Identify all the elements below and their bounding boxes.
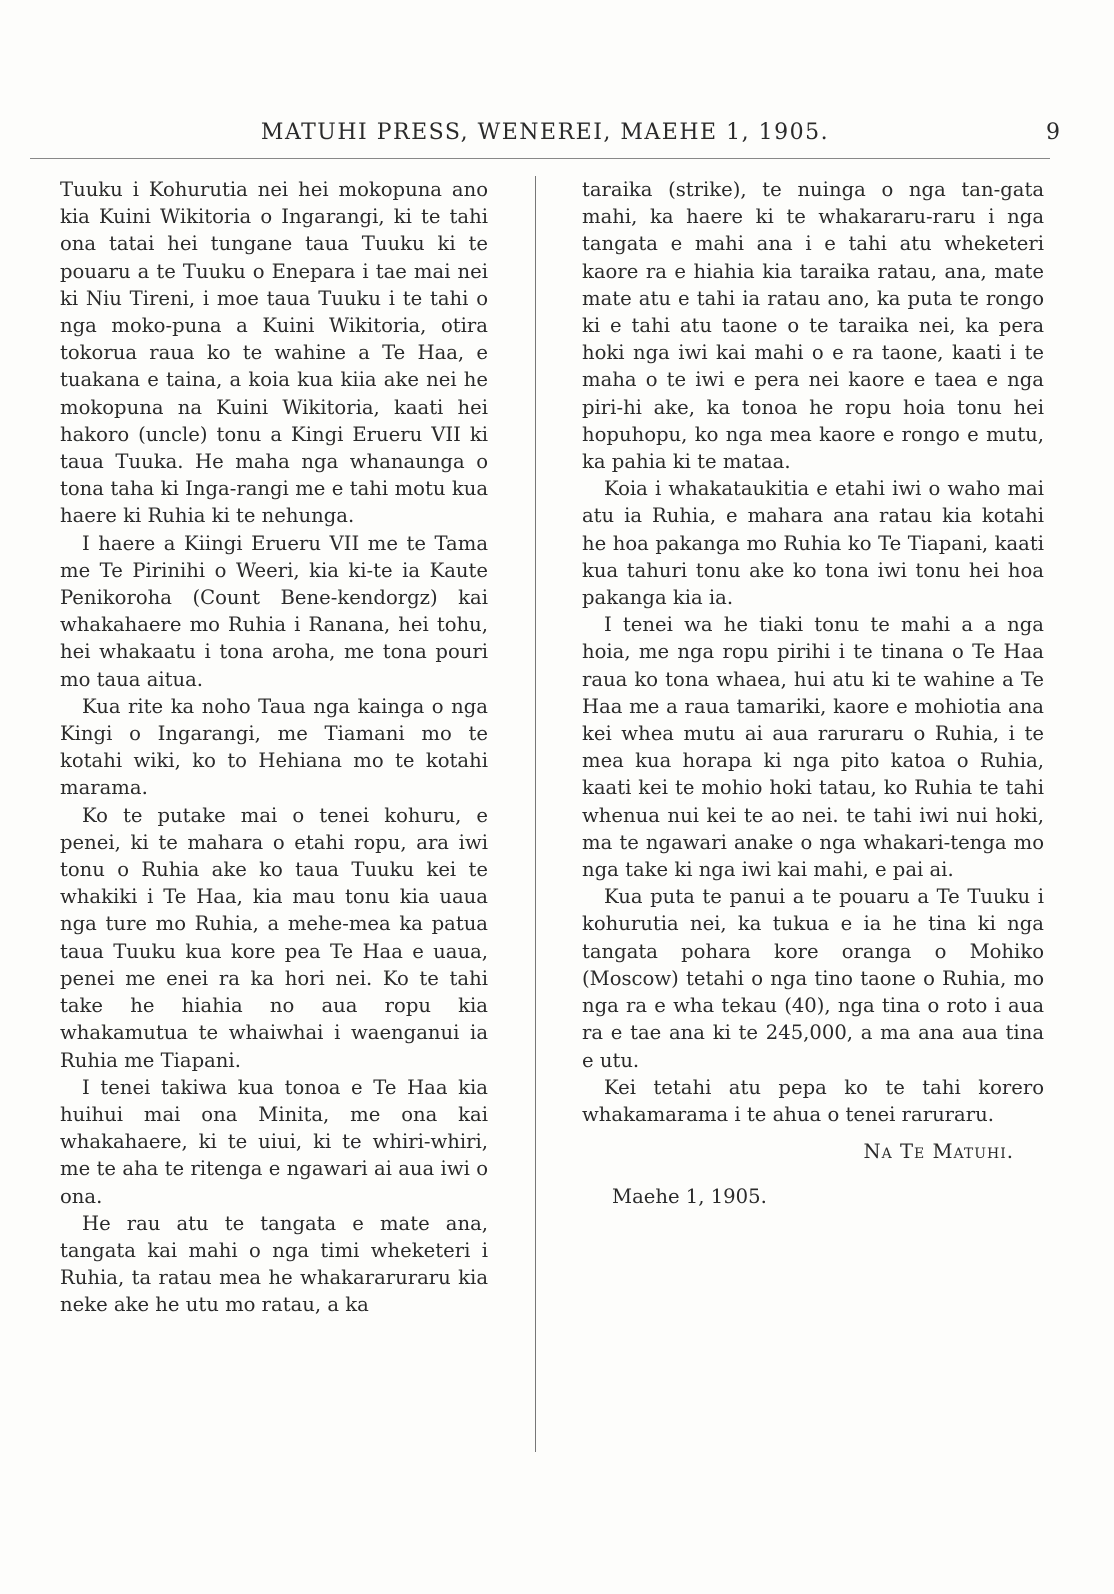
header-divider xyxy=(30,158,1050,159)
page-number: 9 xyxy=(1046,120,1060,145)
newspaper-header-title: MATUHI PRESS, WENEREI, MAEHE 1, 1905. xyxy=(260,120,830,145)
paragraph: I haere a Kiingi Erueru VII me te Tama me Te Pirinihi o Weeri, kia ki-te ia Kaute Penikoroha (Count Bene-kendorgz) kai whakahaere mo Ruhia i Ranana, hei tohu, hei whakaatu i tona aroha, me tona pouri mo taua aitua. xyxy=(60,531,488,691)
paragraph: Ko te putake mai o tenei kohuru, e penei, ki te mahara o etahi ropu, ara iwi tonu o Ruhia ake ko taua Tuuku kei te whakiki i Te Haa, kia mau tonu kia uaua nga ture mo Ruhia, a mehe-mea ka patua taua Tuuku kua kore pea Te Haa e uaua, penei me enei ra ka hori nei. Ko te tahi take he hiahia no aua ropu kia whakamutua te whaiwhai i waenganui ia Ruhia me Tiapani. xyxy=(60,803,488,1072)
paragraph: Koia i whakataukitia e etahi iwi o waho mai atu ia Ruhia, e mahara ana ratau kia kotahi he hoa pakanga mo Ruhia ko Te Tiapani, kaati kua tahuri tonu ake ko tona iwi tonu hei hoa pakanga kia ia. xyxy=(582,477,1044,610)
page-header xyxy=(30,116,1060,156)
column-divider xyxy=(535,176,536,1452)
paragraph: Tuuku i Kohurutia nei hei mokopuna ano kia Kuini Wikitoria o Ingarangi, ki te tahi ona tatai hei tungane taua Tuuku ki te pouaru a te Tuuku o Enepara i tae mai nei ki Niu Tireni, i moe taua Tuuku i te tahi o nga moko-puna a Kuini Wikitoria, otira tokorua raua ko te wahine a Te Haa, e tuakana e taina, a koia kua kiia ake nei he mokopuna na Kuini Wikitoria, kaati hei hakoro (uncle) tonu a Kingi Erueru VII ki taua Tuuka. He maha nga whanaunga o tona taha ki Inga-rangi me e tahi motu kua haere ki Ruhia ki te nehunga. xyxy=(60,178,488,528)
author-signature: Na Te Matuhi. xyxy=(863,1140,1014,1164)
paragraph: taraika (strike), te nuinga o nga tan-gata mahi, ka haere ki te whakararu-raru i nga tangata e mahi ana i e tahi atu wheketeri kaore ra e hiahia kia taraika ratau, ana, mate mate atu e tahi ia ratau ano, ka puta te rongo ki e tahi atu taone o te taraika nei, ka pera hoki nga iwi kai mahi o e ra taone, kaati i te maha o te iwi e pera nei kaore e taea e nga piri-hi ake, ka tonoa he ropu hoia tonu hei hopuhopu, ko nga mea kaore e rongo e mutu, ka pahia ki te mataa. xyxy=(582,178,1044,474)
right-column xyxy=(582,176,1044,1486)
paragraph: I tenei wa he tiaki tonu te mahi a a nga hoia, me nga ropu pirihi i te tinana o Te Haa raua ko tona whaea, hui atu ki te wahine a Te Haa me a raua tamariki, kaore e mohiotia ana kei whea mutu ai aua raruraru o Ruhia, i te mea kua horapa ki nga pito katoa o Ruhia, kaati kei te mohio hoki tatau, ko Ruhia te tahi whenua nui kei te ao nei. te tahi iwi nui hoki, ma te ngawari anake o nga whakari-tenga mo nga take ki nga iwi kai mahi, e pai ai. xyxy=(582,613,1044,882)
left-column xyxy=(60,176,488,1486)
paragraph: Kei tetahi atu pepa ko te tahi korero whakamarama i te ahua o tenei raruraru. xyxy=(582,1075,1044,1126)
paragraph: Kua rite ka noho Taua nga kainga o nga Kingi o Ingarangi, me Tiamani mo te kotahi wiki, ko to Hehiana mo te kotahi marama. xyxy=(60,694,488,800)
paragraph: I tenei takiwa kua tonoa e Te Haa kia huihui mai ona Minita, me ona kai whakahaere, ki te uiui, ki te whiri-whiri, me te aha te ritenga e ngawari ai aua iwi o ona. xyxy=(60,1075,488,1208)
paragraph: Kua puta te panui a te pouaru a Te Tuuku i kohurutia nei, ka tukua e ia he tina ki nga tangata pohara kore oranga o Mohiko (Moscow) tetahi o nga tino taone o Ruhia, mo nga ra e wha tekau (40), nga tina o roto i aua ra e tae ana ki te 245,000, a ma ana aua tina e utu. xyxy=(582,885,1044,1072)
article-date: Maehe 1, 1905. xyxy=(612,1185,767,1209)
paragraph: He rau atu te tangata e mate ana, tangata kai mahi o nga timi wheketeri i Ruhia, ta ratau mea he whakararuraru kia neke ake he utu mo ratau, a ka xyxy=(60,1211,488,1317)
